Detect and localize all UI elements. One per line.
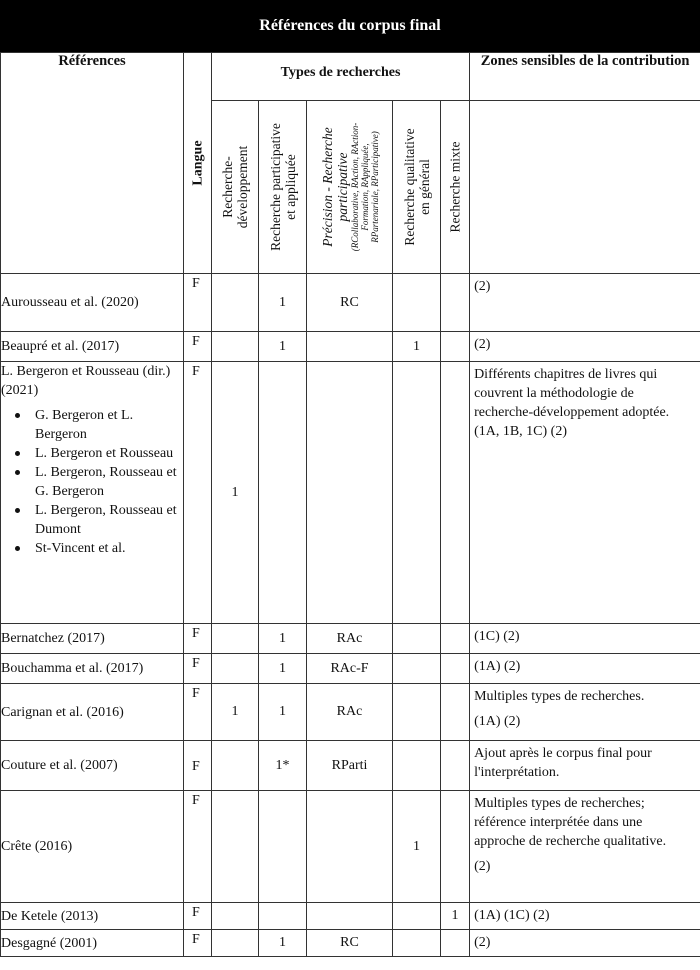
rpa-cell: 1 [259, 332, 307, 362]
header-types [212, 53, 470, 101]
precision-cell [307, 332, 393, 362]
rm-cell [441, 624, 470, 654]
rq-cell [393, 741, 441, 791]
table-row [1, 930, 700, 957]
reference-cell: Crête (2016) [1, 791, 184, 903]
reference-cell: Desgagné (2001) [1, 930, 184, 957]
header-precision-line1: Précision - Recherche [319, 127, 335, 247]
zone-cell [470, 684, 700, 741]
header-rd-line2: développement [235, 145, 250, 229]
reference-cell: Bouchamma et al. (2017) [1, 654, 184, 684]
table-row [1, 791, 700, 903]
header-recherche-developpement [212, 101, 259, 274]
header-references: Références [1, 53, 184, 274]
rm-cell [441, 362, 470, 624]
header-rq-line1: Recherche qualitative [401, 128, 417, 246]
precision-cell [307, 791, 393, 903]
precision-cell [307, 903, 393, 930]
header-rd-text [220, 146, 250, 228]
reference-cell: Couture et al. (2007) [1, 741, 184, 791]
precision-cell: RAc-F [307, 654, 393, 684]
rm-cell [441, 930, 470, 957]
rpa-cell: 1 [259, 684, 307, 741]
header-precision-small1: (RCollaborative, RAction, RAction- [349, 122, 360, 252]
rq-cell [393, 624, 441, 654]
rd-cell: 1 [212, 684, 259, 741]
rq-cell [393, 274, 441, 332]
subreference-item: L. Bergeron et Rousseau [23, 444, 183, 463]
table-row [1, 624, 700, 654]
table-row [1, 741, 700, 791]
zone-cell [470, 362, 700, 624]
rd-cell [212, 332, 259, 362]
header-types-text: Types de recherches [280, 65, 401, 80]
zone-codes: (1A) (2) [474, 714, 521, 729]
langue-cell: F [184, 741, 212, 791]
header-precision-text [320, 123, 380, 251]
header-zones-blank [470, 101, 700, 274]
rd-cell [212, 791, 259, 903]
reference-cell: Carignan et al. (2016) [1, 684, 184, 741]
langue-cell: F [184, 624, 212, 654]
precision-cell: RAc [307, 684, 393, 741]
rd-cell [212, 274, 259, 332]
header-rq-line2: en général [416, 159, 432, 215]
subreference-item: L. Bergeron, Rousseau et G. Bergeron [23, 463, 183, 501]
rq-cell: 1 [393, 791, 441, 903]
langue-cell: F [184, 791, 212, 903]
langue-cell: F [184, 274, 212, 332]
langue-cell: F [184, 332, 212, 362]
rpa-cell: 1 [259, 274, 307, 332]
rd-cell [212, 624, 259, 654]
rq-cell [393, 930, 441, 957]
header-precision-small2: Formation, RAppliquée, [359, 143, 370, 231]
header-precision [307, 101, 393, 274]
header-recherche-mixte [441, 101, 470, 274]
rpa-cell: 1 [259, 624, 307, 654]
zone-codes: (2) [474, 859, 491, 874]
rd-cell [212, 903, 259, 930]
rm-cell [441, 274, 470, 332]
rq-cell [393, 903, 441, 930]
header-rpa-text [268, 123, 298, 251]
zone-text: Multiples types de recherches; référence interprétée dans une approche de recherche qualitative. [474, 796, 667, 849]
langue-cell: F [184, 903, 212, 930]
zone-cell: Ajout après le corpus final pour l'interprétation. [470, 741, 700, 791]
table-row [1, 332, 700, 362]
header-recherche-qualitative [393, 101, 441, 274]
rd-cell: 1 [212, 362, 259, 624]
rd-cell [212, 741, 259, 791]
precision-cell: RC [307, 930, 393, 957]
zone-text: Multiples types de recherches. [474, 689, 645, 704]
zone-text: Différents chapitres de livres qui couvrent la méthodologie de recherche-développement adoptée. [474, 367, 670, 420]
reference-cell: Bernatchez (2017) [1, 624, 184, 654]
header-rm-text: Recherche mixte [447, 141, 463, 233]
reference-cell: Aurousseau et al. (2020) [1, 274, 184, 332]
rm-cell [441, 654, 470, 684]
langue-cell: F [184, 684, 212, 741]
rm-cell [441, 332, 470, 362]
rm-cell [441, 684, 470, 741]
reference-cell [1, 362, 184, 624]
table-row [1, 362, 700, 624]
header-langue [184, 53, 212, 274]
header-langue-text: Langue [190, 140, 205, 186]
precision-cell: RParti [307, 741, 393, 791]
rpa-cell [259, 903, 307, 930]
reference-cell: De Ketele (2013) [1, 903, 184, 930]
subreference-item: L. Bergeron, Rousseau et Dumont [23, 501, 183, 539]
table-title: Références du corpus final [0, 0, 700, 52]
zone-codes: (1A, 1B, 1C) (2) [474, 424, 567, 439]
header-rpa-line2: et appliquée [282, 154, 298, 220]
table-row [1, 274, 700, 332]
langue-cell: F [184, 362, 212, 624]
zone-cell: (2) [470, 332, 700, 362]
rm-cell [441, 791, 470, 903]
reference-cell: Beaupré et al. (2017) [1, 332, 184, 362]
rm-cell: 1 [441, 903, 470, 930]
rpa-cell [259, 791, 307, 903]
precision-cell: RAc [307, 624, 393, 654]
rq-cell [393, 654, 441, 684]
reference-text: L. Bergeron et Rousseau (dir.) (2021) [1, 364, 171, 398]
rq-cell: 1 [393, 332, 441, 362]
header-rq-text [402, 128, 432, 245]
langue-cell: F [184, 654, 212, 684]
rd-cell [212, 654, 259, 684]
subreference-list [1, 406, 183, 558]
header-zones: Zones sensibles de la contribution [470, 53, 700, 101]
langue-cell: F [184, 930, 212, 957]
table-row [1, 684, 700, 741]
table-row [1, 903, 700, 930]
zone-cell [470, 791, 700, 903]
precision-cell: RC [307, 274, 393, 332]
rq-cell [393, 362, 441, 624]
references-table [0, 52, 700, 957]
subreference-item: St-Vincent et al. [23, 539, 183, 558]
rq-cell [393, 684, 441, 741]
rm-cell [441, 741, 470, 791]
rd-cell [212, 930, 259, 957]
rpa-cell: 1 [259, 930, 307, 957]
rpa-cell [259, 362, 307, 624]
table-row [1, 654, 700, 684]
rpa-cell: 1 [259, 654, 307, 684]
rpa-cell: 1* [259, 741, 307, 791]
subreference-item: G. Bergeron et L. Bergeron [23, 406, 183, 444]
zone-cell: (2) [470, 930, 700, 957]
zone-cell: (1A) (2) [470, 654, 700, 684]
precision-cell [307, 362, 393, 624]
zone-cell: (1A) (1C) (2) [470, 903, 700, 930]
header-precision-small3: RPartenariale, RParticipative) [369, 131, 380, 243]
zone-cell: (1C) (2) [470, 624, 700, 654]
zone-cell: (2) [470, 274, 700, 332]
header-recherche-participative [259, 101, 307, 274]
header-rd-line1: Recherche- [220, 156, 235, 218]
header-rpa-line1: Recherche participative [267, 123, 283, 251]
header-precision-line2: participative [334, 152, 350, 222]
